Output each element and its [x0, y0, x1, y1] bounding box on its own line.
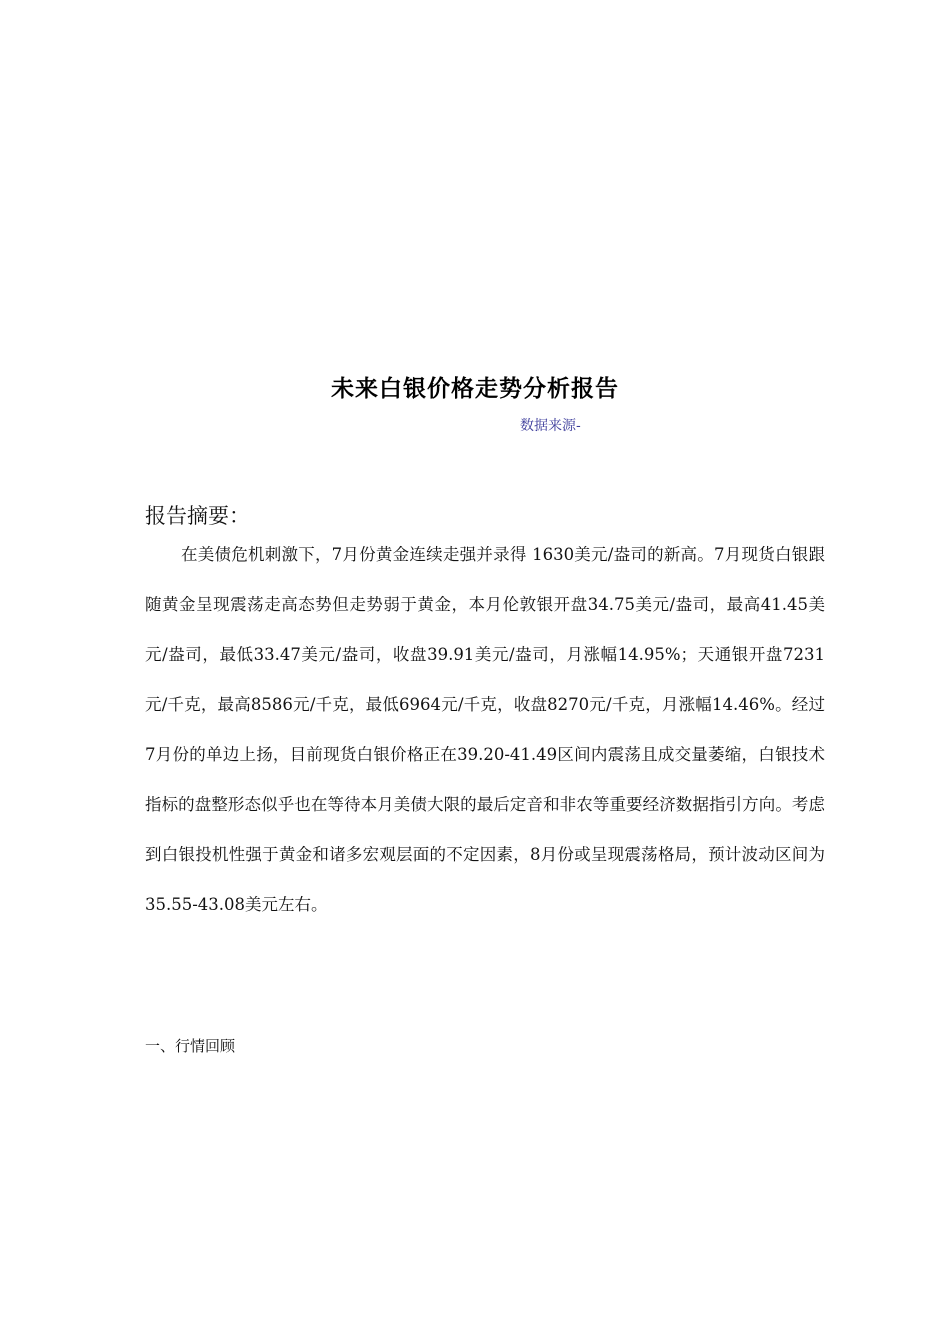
summary-paragraph: 在美债危机刺激下，7月份黄金连续走强并录得 1630美元/盎司的新高。7月现货白银跟随黄金呈现震荡走高态势但走势弱于黄金，本月伦敦银开盘34.75美元/盎司，最高41.45美元/盎司，最低33.47美元/盎司，收盘39.91美元/盎司，月涨幅14.95%；天通银开盘7231元/千克，最高8586元/千克，最低6964元/千克，收盘8270元/千克，月涨幅14.46%。经过7月份的单边上扬，目前现货白银价格正在39.20-41.49区间内震荡且成交量萎缩，白银技术指标的盘整形态似乎也在等待本月美债大限的最后定音和非农等重要经济数据指引方向。考虑到白银投机性强于黄金和诸多宏观层面的不定因素，8月份或呈现震荡格局，预计波动区间为35.55-43.08美元左右。 [145, 545, 825, 914]
section-heading-market-review: 一、行情回顾 [145, 1037, 236, 1055]
data-source-label: 数据来源- [520, 418, 581, 434]
report-title: 未来白银价格走势分析报告 [331, 376, 619, 402]
summary-heading: 报告摘要： [145, 504, 250, 528]
